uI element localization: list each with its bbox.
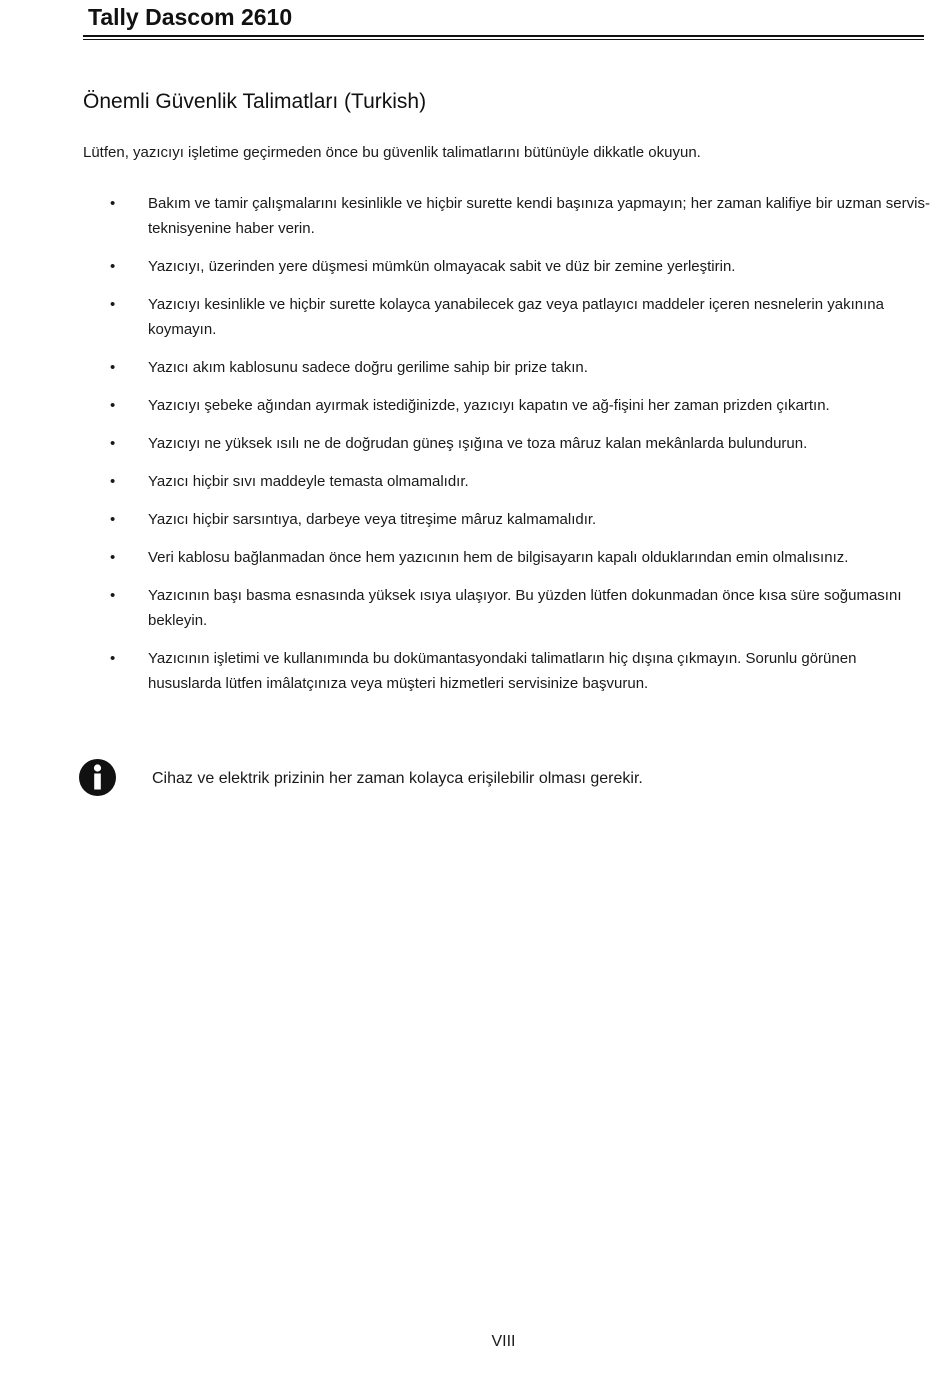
- page-number: VIII: [491, 1333, 516, 1350]
- list-item: [110, 583, 930, 633]
- header-rule-thick: [83, 35, 924, 37]
- list-item-text: Yazıcı hiçbir sıvı maddeyle temasta olmamalıdır.: [148, 473, 469, 490]
- bullet-icon: •: [110, 435, 116, 452]
- list-item-text: Yazıcı akım kablosunu sadece doğru gerilime sahip bir prize takın.: [148, 359, 588, 376]
- list-item-text: Yazıcı hiçbir sarsıntıya, darbeye veya titreşime mâruz kalmamalıdır.: [148, 511, 597, 528]
- list-item-text: Yazıcıyı kesinlikle ve hiçbir surette kolayca yanabilecek gaz veya patlayıcı maddeler içeren nesnelerin yakınına koymayın.: [148, 296, 884, 338]
- list-item-text: Yazıcıyı şebeke ağından ayırmak istediğinizde, yazıcıyı kapatın ve ağ-fişini her zaman prizden çıkartın.: [148, 397, 830, 414]
- bullet-icon: •: [110, 195, 116, 212]
- list-item-text: Yazıcıyı, üzerinden yere düşmesi mümkün olmayacak sabit ve düz bir zemine yerleştirin.: [148, 258, 736, 275]
- bullet-icon: •: [110, 587, 116, 604]
- list-item: [110, 431, 930, 456]
- list-item: [110, 292, 930, 342]
- list-item: [110, 393, 930, 418]
- header-rule-thin: [83, 39, 924, 40]
- section-heading: Önemli Güvenlik Talimatları (Turkish): [83, 90, 427, 113]
- bullet-icon: •: [110, 473, 116, 490]
- intro-paragraph: Lütfen, yazıcıyı işletime geçirmeden önce bu güvenlik talimatlarını bütünüyle dikkatle okuyun.: [83, 144, 701, 161]
- list-item-text: Bakım ve tamir çalışmalarını kesinlikle ve hiçbir surette kendi başınıza yapmayın; her zaman kalifiye bir uzman servis-teknisyenine haber verin.: [148, 195, 930, 237]
- list-item: [110, 254, 930, 279]
- list-item: [110, 646, 930, 696]
- bullet-icon: •: [110, 359, 116, 376]
- bullet-icon: •: [110, 549, 116, 566]
- note-text: Cihaz ve elektrik prizinin her zaman kolayca erişilebilir olması gerekir.: [152, 770, 643, 787]
- list-item: [110, 191, 930, 241]
- list-item: [110, 355, 930, 380]
- safety-instructions-list: [110, 191, 930, 709]
- bullet-icon: •: [110, 650, 116, 667]
- list-item-text: Yazıcının işletimi ve kullanımında bu dokümantasyondaki talimatların hiç dışına çıkmayın. Sorunlu görünen hususlarda lütfen imâlatçınıza veya müşteri hizmetleri servisinize başvurun.: [148, 650, 857, 692]
- list-item-text: Yazıcının başı basma esnasında yüksek ısıya ulaşıyor. Bu yüzden lütfen dokunmadan önce kısa süre soğumasını bekleyin.: [148, 587, 902, 629]
- list-item-text: Veri kablosu bağlanmadan önce hem yazıcının hem de bilgisayarın kapalı olduklarından emin olmalısınız.: [148, 549, 849, 566]
- bullet-icon: •: [110, 511, 116, 528]
- list-item: [110, 545, 930, 570]
- document-header-title: Tally Dascom 2610: [88, 4, 293, 30]
- bullet-icon: •: [110, 296, 116, 313]
- list-item: [110, 507, 930, 532]
- bullet-icon: •: [110, 258, 116, 275]
- info-icon: [79, 759, 116, 796]
- bullet-icon: •: [110, 397, 116, 414]
- list-item: [110, 469, 930, 494]
- list-item-text: Yazıcıyı ne yüksek ısılı ne de doğrudan güneş ışığına ve toza mâruz kalan mekânlarda bulundurun.: [148, 435, 808, 452]
